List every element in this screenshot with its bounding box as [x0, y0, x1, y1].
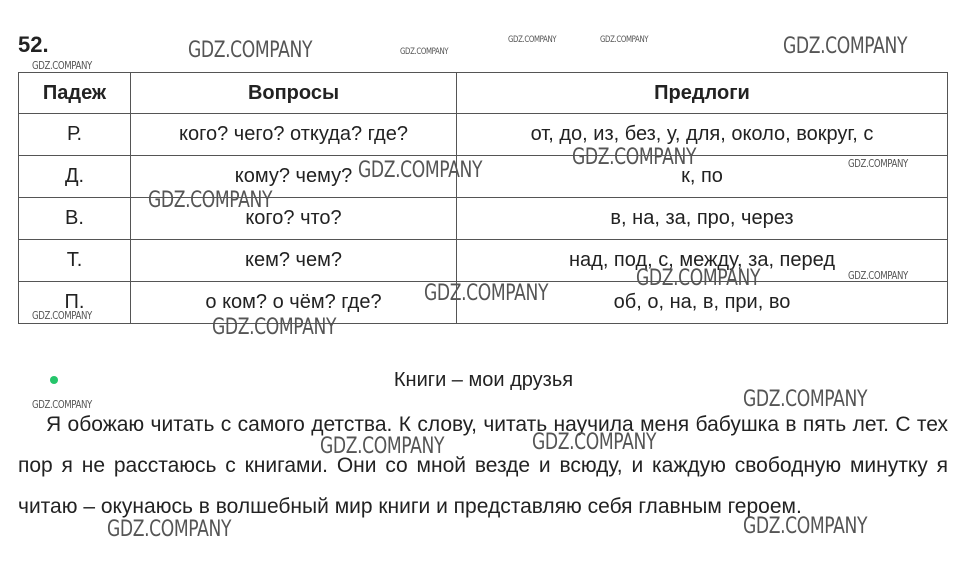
watermark: GDZ.COMPANY	[32, 309, 92, 322]
watermark: GDZ.COMPANY	[848, 269, 908, 282]
table-header-row	[19, 73, 948, 114]
header-questions: Вопросы	[131, 73, 457, 114]
prepositions-cell: к, по	[457, 156, 948, 198]
watermark: GDZ.COMPANY	[188, 38, 313, 63]
watermark: GDZ.COMPANY	[32, 59, 92, 72]
watermark: GDZ.COMPANY	[424, 281, 549, 306]
prepositions-cell: от, до, из, без, у, для, около, вокруг, с	[457, 114, 948, 156]
watermark: GDZ.COMPANY	[32, 398, 92, 411]
watermark: GDZ.COMPANY	[320, 434, 445, 459]
header-case: Падеж	[19, 73, 131, 114]
watermark: GDZ.COMPANY	[600, 35, 649, 45]
essay-title: Книги – мои друзья	[393, 369, 574, 391]
questions-cell: кого? что?	[131, 198, 457, 240]
questions-cell: кем? чем?	[131, 240, 457, 282]
watermark: GDZ.COMPANY	[783, 34, 908, 59]
prepositions-cell: в, на, за, про, через	[457, 198, 948, 240]
watermark: GDZ.COMPANY	[848, 157, 908, 170]
watermark: GDZ.COMPANY	[508, 35, 557, 45]
watermark: GDZ.COMPANY	[636, 266, 761, 291]
questions-cell: о ком? о чём? где?	[131, 282, 457, 324]
table-row	[19, 114, 948, 156]
watermark: GDZ.COMPANY	[400, 47, 449, 57]
table-row	[19, 240, 948, 282]
essay-paragraph: Я обожаю читать с самого детства. К слову, читать научила меня бабушка в пять лет. С тех пор я не расстаюсь с книгами. Они со мной везде и всюду, и каждую свободную минутку я читаю – окунаюсь в волшебный мир книги и представляю себя главным героем.	[18, 413, 948, 518]
header-prepositions: Предлоги	[457, 73, 948, 114]
prepositions-cell: об, о, на, в, при, во	[457, 282, 948, 324]
watermark: GDZ.COMPANY	[572, 145, 697, 170]
case-cell: В.	[19, 198, 131, 240]
exercise-number: 52.	[18, 32, 49, 57]
watermark: GDZ.COMPANY	[212, 315, 337, 340]
watermark: GDZ.COMPANY	[743, 514, 868, 539]
case-cell: Т.	[19, 240, 131, 282]
prepositions-cell: над, под, с, между, за, перед	[457, 240, 948, 282]
watermark: GDZ.COMPANY	[743, 387, 868, 412]
case-cell: П.	[19, 282, 131, 324]
questions-cell: кому? чему?	[131, 156, 457, 198]
case-cell: Д.	[19, 156, 131, 198]
watermark: GDZ.COMPANY	[532, 430, 657, 455]
watermark: GDZ.COMPANY	[148, 188, 273, 213]
watermark: GDZ.COMPANY	[107, 517, 232, 542]
watermark: GDZ.COMPANY	[358, 158, 483, 183]
case-cell: Р.	[19, 114, 131, 156]
questions-cell: кого? чего? откуда? где?	[131, 114, 457, 156]
